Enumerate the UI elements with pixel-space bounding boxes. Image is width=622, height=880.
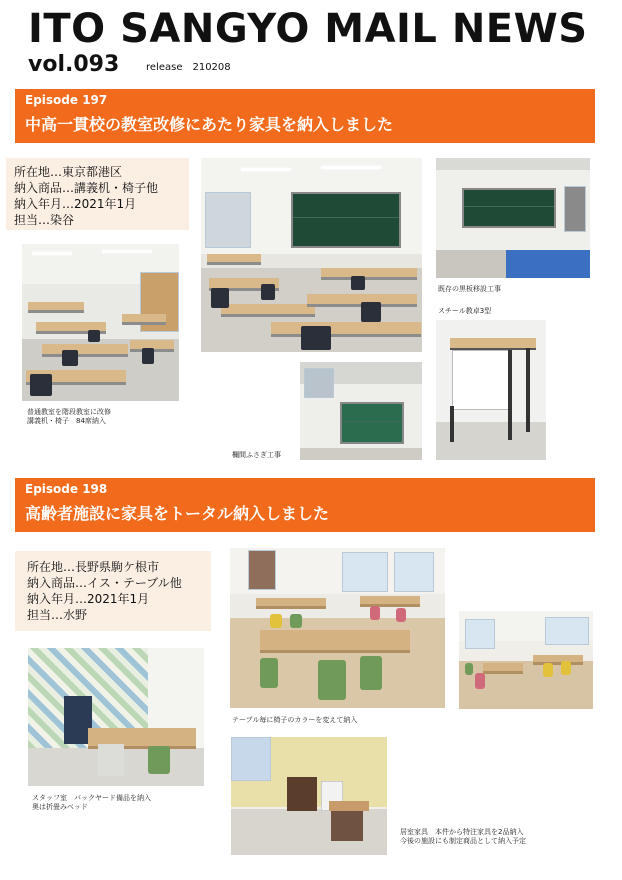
photo-dining-hall [230,548,445,708]
info-products: 納入商品…講義机・椅子他 [14,181,159,195]
info-date: 納入年月…2021年1月 [27,592,150,606]
photo-colored-chairs [459,611,593,709]
episode-label: Episode 197 [25,93,108,107]
caption-tiered-classroom: 普通教室を階段教室に改修 講義机・椅子 84席納入 [27,408,111,425]
info-staff: 担当…水野 [27,608,88,622]
info-date: 納入年月…2021年1月 [14,197,137,211]
episode-198-info [15,551,211,631]
info-location: 所在地…長野県駒ケ根市 [27,560,160,574]
volume-number: vol.093 [28,52,120,77]
info-location: 所在地…東京都港区 [14,165,123,179]
newsletter-title: ITO SANGYO MAIL NEWS [28,6,588,52]
episode-label: Episode 198 [25,482,108,496]
release-info [146,62,241,73]
photo-steel-desk [436,320,546,460]
photo-classroom-blackboard [201,158,422,352]
photo-transom-partition [300,362,422,460]
caption-steel-desk: スチール教卓3型 [438,307,492,315]
caption-staff-room: スタッフ室 バックヤード備品を納入 奥は折畳みベッド [32,794,151,811]
caption-blackboard-relocation: 既存の黒板移設工事 [438,285,501,293]
release-code: 210208 [192,62,231,73]
photo-resident-room [231,737,387,855]
photo-staff-room [28,648,204,786]
caption-dining-hall: テーブル毎に椅子のカラーを変えて納入 [232,716,358,724]
episode-198-banner [15,478,595,532]
info-staff: 担当…染谷 [14,213,75,227]
photo-blackboard-relocation [436,158,590,278]
info-products: 納入商品…イス・テーブル他 [27,576,182,590]
episode-headline: 中高一貫校の教室改修にあたり家具を納入しました [25,115,394,134]
photo-tiered-classroom [22,244,179,401]
episode-197-banner [15,89,595,143]
caption-transom-partition: 欄間ふさぎ工事 [232,451,281,459]
release-label: release [146,62,183,73]
caption-resident-room: 居室家具 本件から特注家具を2品納入 今後の施設にも制定商品として納入予定 [400,828,526,845]
episode-headline: 高齢者施設に家具をトータル納入しました [25,504,330,523]
episode-197-info [6,158,189,230]
